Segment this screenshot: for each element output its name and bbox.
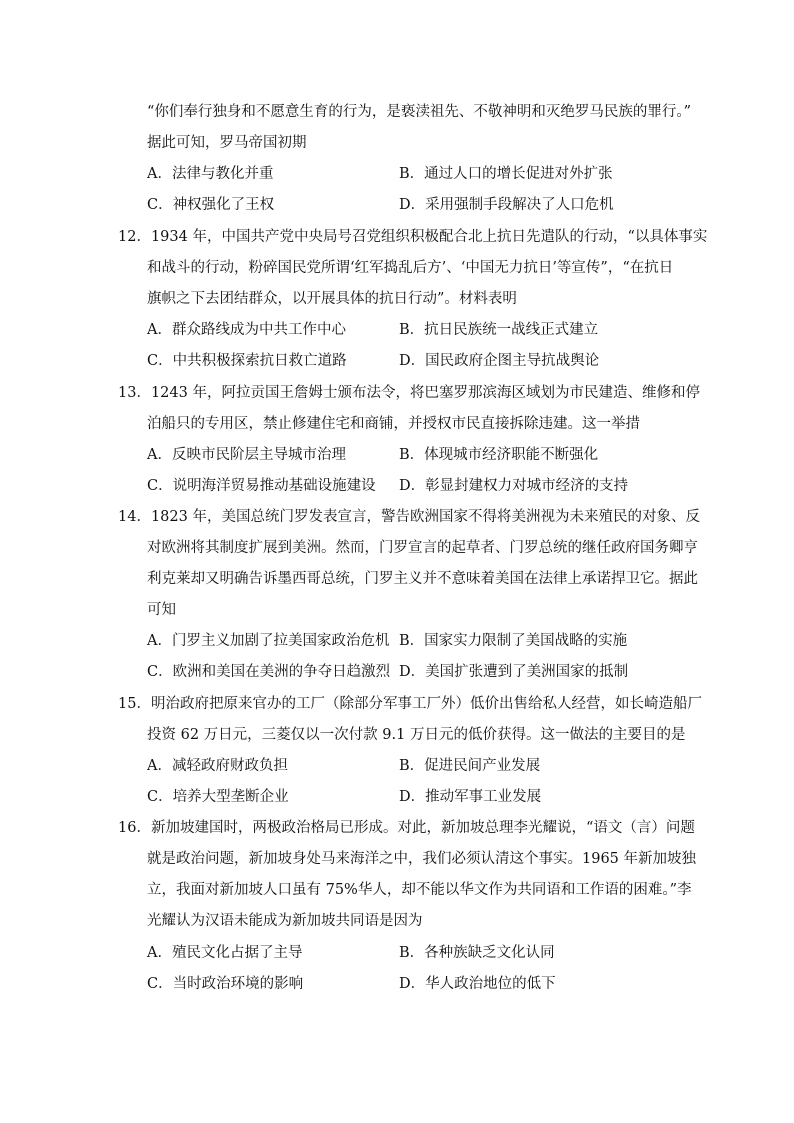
q11-option-d[interactable]: D．采用强制手段解决了人口危机 — [399, 197, 614, 213]
q16-option-a[interactable]: A．殖民文化占据了主导 — [147, 945, 303, 961]
q15-stem-line-2: 投资 62 万日元，三菱仅以一次付款 9.1 万日元的低价获得。这一做法的主要目的是 — [147, 727, 686, 743]
q15-option-d[interactable]: D．推动军事工业发展 — [399, 789, 542, 805]
q13-option-d[interactable]: D．彰显封建权力对城市经济的支持 — [399, 478, 629, 494]
q14-option-a[interactable]: A．门罗主义加剧了拉美国家政治危机 — [147, 633, 390, 649]
q16-option-c[interactable]: C．当时政治环境的影响 — [147, 976, 304, 992]
q14-stem-line-1: 14．1823 年，美国总统门罗发表宣言，警告欧洲国家不得将美洲视为未来殖民的对象、反 — [118, 509, 700, 525]
q13-stem-line-1: 13．1243 年，阿拉贡国王詹姆士颁布法令，将巴塞罗那滨海区域划为市民建造、维修和停 — [118, 385, 700, 401]
q14-option-d[interactable]: D．美国扩张遭到了美洲国家的抵制 — [399, 664, 629, 680]
q14-stem-line-3: 利克莱却又明确告诉墨西哥总统，门罗主义并不意味着美国在法律上承诺捍卫它。据此 — [147, 571, 698, 587]
q15-option-b[interactable]: B．促进民间产业发展 — [399, 758, 541, 774]
q11-option-a[interactable]: A．法律与教化并重 — [147, 166, 274, 182]
q12-option-a[interactable]: A．群众路线成为中共工作中心 — [147, 322, 346, 338]
q15-option-c[interactable]: C．培养大型垄断企业 — [147, 789, 289, 805]
q14-option-b[interactable]: B．国家实力限制了美国战略的实施 — [399, 633, 628, 649]
q11-stem-line-1: “你们奉行独身和不愿意生育的行为，是亵渎祖先、不敬神明和灭绝罗马民族的罪行。” — [147, 104, 692, 120]
q12-option-b[interactable]: B．抗日民族统一战线正式建立 — [399, 322, 599, 338]
q16-stem-line-4: 光耀认为汉语未能成为新加坡共同语是因为 — [147, 913, 423, 929]
q16-option-b[interactable]: B．各种族缺乏文化认同 — [399, 945, 555, 961]
q16-stem-line-1: 16．新加坡建国时，两极政治格局已形成。对此，新加坡总理李光耀说，“语文（言）问题 — [118, 820, 695, 836]
q12-stem-line-2: 和战斗的行动，粉碎国民党所谓‘红军捣乱后方’、‘中国无力抗日’等宣传”，“在抗日 — [147, 260, 674, 276]
q13-option-a[interactable]: A．反映市民阶层主导城市治理 — [147, 447, 346, 463]
q11-option-c[interactable]: C．神权强化了王权 — [147, 197, 275, 213]
q13-option-b[interactable]: B．体现城市经济职能不断强化 — [399, 447, 599, 463]
q12-option-c[interactable]: C．中共积极探索抗日救亡道路 — [147, 353, 347, 369]
q16-stem-line-2: 就是政治问题，新加坡身处马来海洋之中，我们必须认清这个事实。1965 年新加坡独 — [147, 851, 697, 867]
q12-option-d[interactable]: D．国民政府企图主导抗战舆论 — [399, 353, 600, 369]
q15-stem-line-1: 15．明治政府把原来官办的工厂（除部分军事工厂外）低价出售给私人经营，如长崎造船厂 — [118, 696, 702, 712]
q11-option-b[interactable]: B．通过人口的增长促进对外扩张 — [399, 166, 613, 182]
q11-stem-line-2: 据此可知，罗马帝国初期 — [147, 135, 307, 151]
q15-option-a[interactable]: A．减轻政府财政负担 — [147, 758, 288, 774]
q16-option-d[interactable]: D．华人政治地位的低下 — [399, 976, 556, 992]
q13-stem-line-2: 泊船只的专用区，禁止修建住宅和商铺，并授权市民直接拆除违建。这一举措 — [147, 416, 640, 432]
q13-option-c[interactable]: C．说明海洋贸易推动基础设施建设 — [147, 478, 376, 494]
q14-stem-line-2: 对欧洲将其制度扩展到美洲。然而，门罗宣言的起草者、门罗总统的继任政府国务卿亨 — [147, 540, 698, 556]
q14-option-c[interactable]: C．欧洲和美国在美洲的争夺日趋激烈 — [147, 664, 391, 680]
q12-stem-line-1: 12．1934 年，中国共产党中央局号召党组织积极配合北上抗日先遣队的行动，“以具体事实 — [118, 229, 708, 245]
q14-stem-line-4: 可知 — [147, 602, 176, 618]
q16-stem-line-3: 立，我面对新加坡人口虽有 75%华人，却不能以华文作为共同语和工作语的困难。”李 — [147, 882, 692, 898]
q12-stem-line-3: 旗帜之下去团结群众，以开展具体的抗日行动”。材料表明 — [147, 291, 517, 307]
